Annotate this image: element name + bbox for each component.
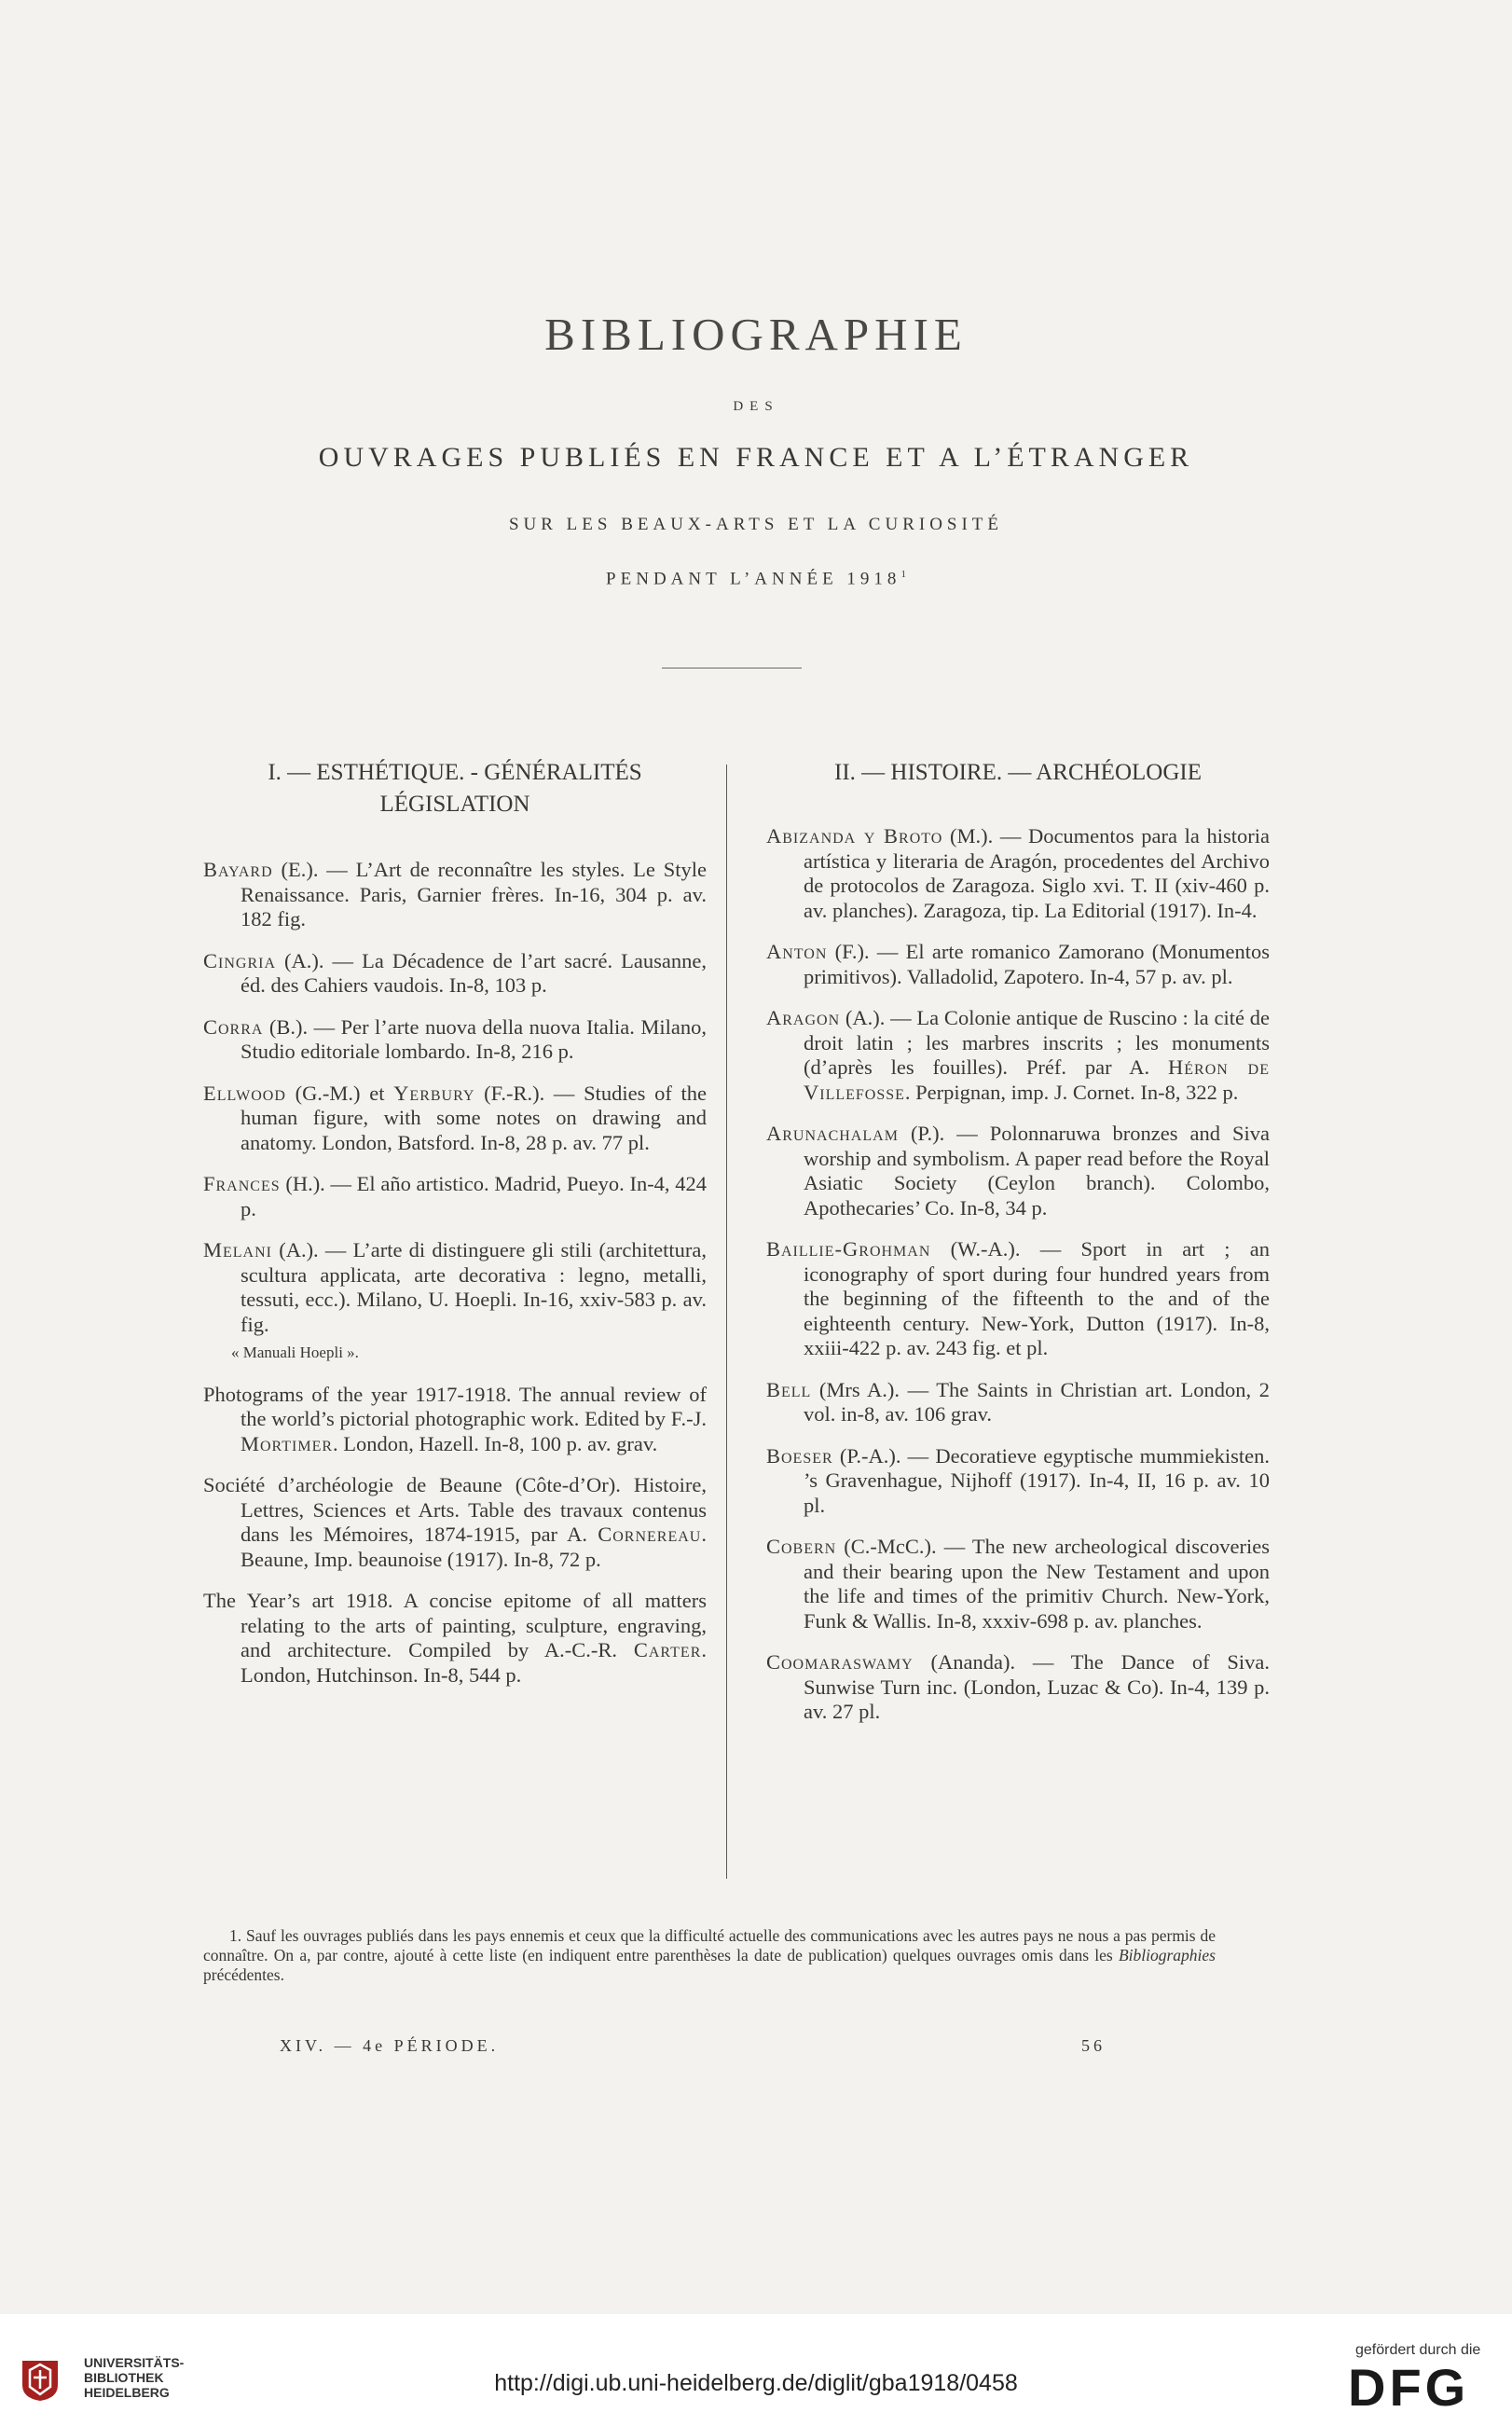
subtitle-3: PENDANT L’ANNÉE 1918$^1$ xyxy=(606,569,906,589)
entry-author: Abizanda y Broto xyxy=(766,824,943,848)
bib-entry: Frances (H.). — El año artistico. Madrid, Pueyo. In-4, 424 p. xyxy=(203,1172,707,1220)
title-divider xyxy=(662,668,802,669)
dfg-logo: DFG xyxy=(1348,2358,1470,2417)
entry-author: Melani xyxy=(203,1238,272,1261)
entry-author: Arunachalam xyxy=(766,1122,899,1145)
entry-author: Boeser xyxy=(766,1443,833,1468)
entry-author: Mortimer xyxy=(241,1431,334,1455)
bib-entry: Bayard (E.). — L’Art de reconnaître les styles. Le Style Renaissance. Paris, Garnier frères. In-16, 304 p. av. 182 fig. xyxy=(203,858,707,930)
entry-author: Aragon xyxy=(766,1006,841,1029)
right-column xyxy=(766,757,1270,1742)
page-title: BIBLIOGRAPHIE xyxy=(544,309,968,360)
footnote: 1. Sauf les ouvrages publiés dans les pays ennemis et ceux que la difficulté actuelle des communications avec les autres pays ne nous a pas permis de connaître. On a, par contre, ajouté à cette liste (en indiquent entre parenthèses la date de publication) quelques ouvrages omis dans les Bibliographies précédentes. xyxy=(203,1926,1216,1984)
column-divider xyxy=(726,765,727,1879)
series-note: « Manuali Hoepli ». xyxy=(231,1344,359,1361)
footnote-mark: 1 xyxy=(900,569,906,580)
entry-author: Corra xyxy=(203,1014,264,1039)
entry-author: Anton xyxy=(766,940,828,963)
entry-author: Baillie-Grohman xyxy=(766,1237,931,1261)
entry-author: Bayard xyxy=(203,858,273,881)
bib-entry: Baillie-Grohman (W.-A.). — Sport in art ; an iconography of sport during four hundred years from the beginning of the fifteenth to the and of the eighteenth century. New-York, Dutton (1917). In-8, xxiii-422 p. av. 243 fig. et pl. xyxy=(766,1237,1270,1359)
entry-author: Bell xyxy=(766,1377,812,1401)
bib-entry: Coomaraswamy (Ananda). — The Dance of Siva. Sunwise Turn inc. (London, Luzac & Co). In-4, 139 p. av. 27 pl. xyxy=(766,1650,1270,1723)
bib-entry: Cingria (A.). — La Décadence de l’art sacré. Lausanne, éd. des Cahiers vaudois. In-8, 103 p. xyxy=(203,948,707,997)
bib-entry: Corra (B.). — Per l’arte nuova della nuova Italia. Milano, Studio editoriale lombardo. In-8, 216 p. xyxy=(203,1014,707,1063)
bib-entry: Abizanda y Broto (M.). — Documentos para la historia artística y literaria de Aragón, procedentes del Archivo de protocolos de Zaragoza. Siglo xvi. T. II (xiv-460 p. av. planches). Zaragoza, tip. La Editorial (1917). In-4. xyxy=(766,824,1270,922)
subtitle-2: SUR LES BEAUX-ARTS ET LA CURIOSITÉ xyxy=(508,515,1004,534)
entry-author: Yerbury xyxy=(393,1081,475,1105)
page-number: 56 xyxy=(1081,2036,1106,2055)
bib-entry: Aragon (A.). — La Colonie antique de Ruscino : la cité de droit latin ; les marbres inscrits ; les monuments (d’après les fouilles). Préf. par A. Héron de Villefosse. Perpignan, imp. J. Cornet. In-8, 322 p. xyxy=(766,1006,1270,1104)
bib-entry: Cobern (C.-McC.). — The new archeological discoveries and their bearing upon the New Testament and upon the life and times of the primitiv Church. New-York, Funk & Wallis. In-8, xxxiv-698 p. av. planches. xyxy=(766,1535,1270,1633)
entry-author: Carter xyxy=(633,1638,702,1661)
entry-author: Coomaraswamy xyxy=(766,1650,914,1674)
page-footer-volume: XIV. — 4e PÉRIODE. xyxy=(280,2036,500,2055)
entry-author: Frances xyxy=(203,1172,281,1195)
bib-entry: Arunachalam (P.). — Polonnaruwa bronzes and Siva worship and symbolism. A paper read before the Royal Asiatic Society (Ceylon branch). Colombo, Apothecaries’ Co. In-8, 34 p. xyxy=(766,1122,1270,1220)
bib-entry: Melani (A.). — L’arte di distinguere gli stili (architettura, scultura applicata, arte decorativa : legno, metalli, tessuti, ecc.). Milano, U. Hoepli. In-16, xxiv-583 p. av. fig. xyxy=(203,1238,707,1336)
title-des: DES xyxy=(733,399,779,414)
university-name: UNIVERSITÄTS- BIBLIOTHEK HEIDELBERG xyxy=(84,2355,185,2400)
section-heading-esthetique: I. — ESTHÉTIQUE. - GÉNÉRALITÉS LÉGISLATION xyxy=(268,760,642,817)
entry-author: Héron de Villefosse xyxy=(804,1055,1270,1104)
bib-entry: The Year’s art 1918. A concise epitome of all matters relating to the arts of painting, sculpture, engraving, and architecture. Compiled by A.-C.-R. Carter. London, Hutchinson. In-8, 544 p. xyxy=(203,1589,707,1687)
bib-entry: Anton (F.). — El arte romanico Zamorano (Monumentos primitivos). Valladolid, Zapotero. In-4, 57 p. av. pl. xyxy=(766,940,1270,988)
bib-entry: Photograms of the year 1917-1918. The annual review of the world’s pictorial photographic work. Edited by F.-J. Mortimer. London, Hazell. In-8, 100 p. av. grav. xyxy=(203,1382,707,1455)
subtitle: OUVRAGES PUBLIÉS EN FRANCE ET A L’ÉTRANGER xyxy=(318,442,1194,473)
entry-author: Cingria xyxy=(203,948,276,972)
entry-author: Ellwood xyxy=(203,1081,286,1105)
source-url-link[interactable]: http://digi.ub.uni-heidelberg.de/diglit/gba1918/0458 xyxy=(494,2370,1018,2396)
left-column xyxy=(203,757,707,1704)
entry-author: Cornereau xyxy=(598,1523,702,1546)
bib-entry: Boeser (P.-A.). — Decoratieve egyptische mummiekisten. ’s Gravenhague, Nijhoff (1917). In-4, II, 16 p. av. 10 pl. xyxy=(766,1443,1270,1517)
bib-entry: Société d’archéologie de Beaune (Côte-d’Or). Histoire, Lettres, Sciences et Arts. Table des travaux contenus dans les Mémoires, 1874-1915, par A. Cornereau. Beaune, Imp. beaunoise (1917). In-8, 72 p. xyxy=(203,1473,707,1571)
bib-entry: Ellwood (G.-M.) et Yerbury (F.-R.). — Studies of the human figure, with some notes on drawing and anatomy. London, Batsford. In-8, 28 p. av. 77 pl. xyxy=(203,1081,707,1154)
section-heading-histoire: II. — HISTOIRE. — ARCHÉOLOGIE xyxy=(834,760,1202,785)
sponsor-caption: gefördert durch die xyxy=(1355,2342,1481,2358)
bib-entry: Bell (Mrs A.). — The Saints in Christian art. London, 2 vol. in-8, av. 106 grav. xyxy=(766,1377,1270,1426)
entry-author: Cobern xyxy=(766,1535,837,1558)
